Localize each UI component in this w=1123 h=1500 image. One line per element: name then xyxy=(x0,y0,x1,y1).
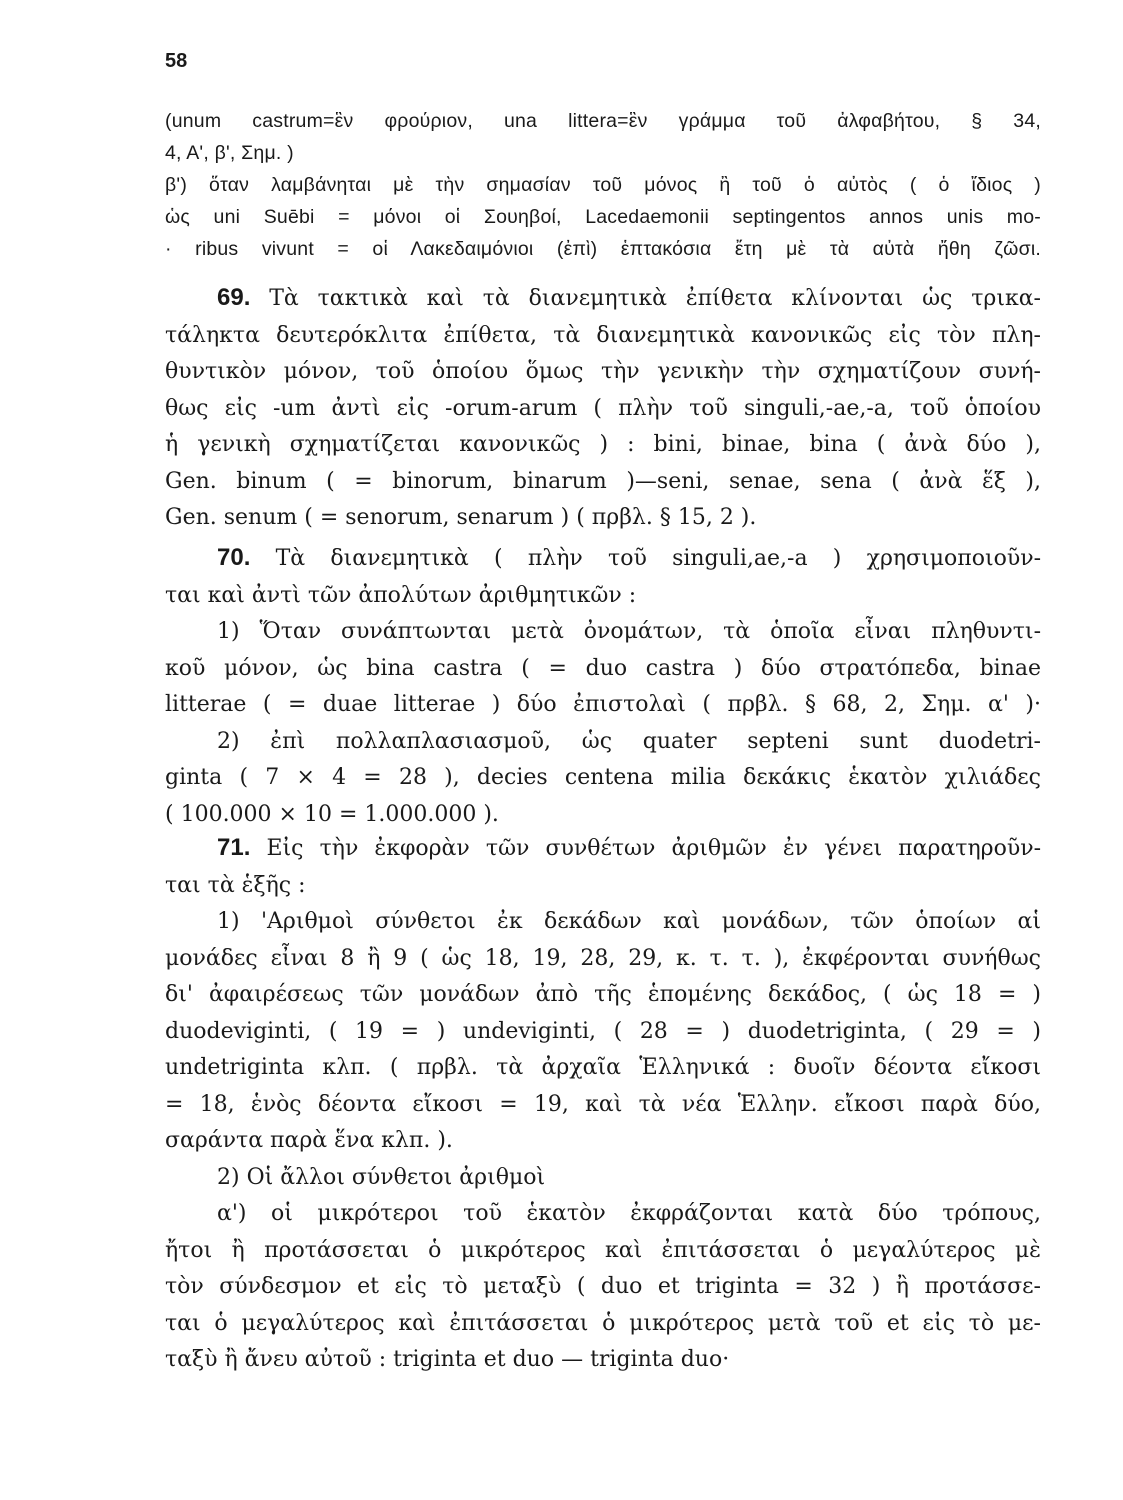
note-line: (unum castrum=ἓν φρούριον, una littera=ἓν γράμμα τοῦ ἀλφαβήτου, § 34, xyxy=(165,110,1041,132)
note-line: 4, Α', β', Σημ. ) xyxy=(165,142,294,164)
paragraph-line: σαράντα παρὰ ἕνα κλπ. ). xyxy=(165,1128,453,1153)
section-70 xyxy=(165,540,1041,833)
paragraph-line: ται ὁ μεγαλύτερος καὶ ἐπιτάσσεται ὁ μικρότερος μετὰ τοῦ et εἰς τὸ με- xyxy=(165,1310,1041,1336)
note-line: ὡς uni Suēbi = μόνοι οἱ Σουηβοί, Lacedaemonii septingentos annos unis mo- xyxy=(165,206,1041,228)
paragraph-line: 70. Τὰ διανεμητικὰ ( πλὴν τοῦ singuli,ae,-a ) χρησιμοποιοῦν- xyxy=(217,544,1042,571)
paragraph-line: τάληκτα δευτερόκλιτα ἐπίθετα, τὰ διανεμητικὰ κανονικῶς εἰς τὸν πλη- xyxy=(165,322,1041,348)
paragraph-line: undetriginta κλπ. ( πρβλ. τὰ ἀρχαῖα Ἑλληνικά : δυοῖν δέοντα εἴκοσι xyxy=(165,1055,1041,1080)
paragraph-line: 2) Οἱ ἄλλοι σύνθετοι ἀριθμοὶ xyxy=(217,1164,546,1190)
note-block xyxy=(165,105,1041,265)
paragraph-line: ἤτοι ἢ προτάσσεται ὁ μικρότερος καὶ ἐπιτάσσεται ὁ μεγαλύτερος μὲ xyxy=(165,1237,1041,1263)
paragraph-line: θως εἰς -um ἀντὶ εἰς -orum-arum ( πλὴν τοῦ singuli,-ae,-a, τοῦ ὁποίου xyxy=(165,395,1041,421)
section-71 xyxy=(165,830,1041,1379)
paragraph-line: μονάδες εἶναι 8 ἢ 9 ( ὡς 18, 19, 28, 29, κ. τ. τ. ), ἐκφέρονται συνήθως xyxy=(165,945,1041,971)
section-number: 69. xyxy=(217,284,251,311)
paragraph-line: = 18, ἑνὸς δέοντα εἴκοσι = 19, καὶ τὰ νέα Ἑλλην. εἴκοσι παρὰ δύο, xyxy=(165,1091,1041,1117)
paragraph-line: ( 100.000 × 10 = 1.000.000 ). xyxy=(165,801,499,827)
paragraph-line: 1) Ὅταν συνάπτωνται μετὰ ὀνομάτων, τὰ ὁποῖα εἶναι πληθυντι- xyxy=(217,619,1041,644)
paragraph-line: α') οἱ μικρότεροι τοῦ ἑκατὸν ἐκφράζονται κατὰ δύο τρόπους, xyxy=(217,1201,1041,1226)
paragraph-line: θυντικὸν μόνον, τοῦ ὁποίου ὅμως τὴν γενικὴν τὴν σχηματίζουν συνή- xyxy=(165,359,1041,384)
page-number: 58 xyxy=(165,50,188,72)
paragraph-line: Gen. binum ( = binorum, binarum )—seni, senae, sena ( ἀνὰ ἕξ ), xyxy=(165,468,1041,494)
section-number: 71. xyxy=(217,834,251,861)
paragraph-line: 1) 'Αριθμοὶ σύνθετοι ἐκ δεκάδων καὶ μονάδων, τῶν ὁποίων αἱ xyxy=(217,909,1041,934)
paragraph-line: 71. Εἰς τὴν ἐκφορὰν τῶν συνθέτων ἀριθμῶν ἐν γένει παρατηροῦν- xyxy=(217,834,1041,861)
paragraph-line: 69. Τὰ τακτικὰ καὶ τὰ διανεμητικὰ ἐπίθετα κλίνονται ὡς τρικα- xyxy=(217,284,1041,311)
section-69 xyxy=(165,280,1041,537)
paragraph-line: Gen. senum ( = senorum, senarum ) ( πρβλ. § 15, 2 ). xyxy=(165,505,757,530)
paragraph-line: κοῦ μόνον, ὡς bina castra ( = duo castra ) δύο στρατόπεδα, binae xyxy=(165,655,1041,681)
paragraph-line: ται καὶ ἀντὶ τῶν ἀπολύτων ἀριθμητικῶν : xyxy=(165,582,637,608)
paragraph-line: ginta ( 7 × 4 = 28 ), decies centena milia δεκάκις ἑκατὸν χιλιάδες xyxy=(165,765,1041,790)
note-line: · ribus vivunt = οἱ Λακεδαιμόνιοι (ἐπὶ) ἑπτακόσια ἔτη μὲ τὰ αὐτὰ ἤθη ζῶσι. xyxy=(165,238,1041,260)
paragraph-line: ἡ γενικὴ σχηματίζεται κανονικῶς ) : bini, binae, bina ( ἀνὰ δύο ), xyxy=(165,432,1041,457)
paragraph-line: duodeviginti, ( 19 = ) undeviginti, ( 28 = ) duodetriginta, ( 29 = ) xyxy=(165,1018,1041,1044)
paragraph-line: δι' ἀφαιρέσεως τῶν μονάδων ἀπὸ τῆς ἑπομένης δεκάδος, ( ὡς 18 = ) xyxy=(165,982,1041,1007)
paragraph-line: litterae ( = duae litterae ) δύο ἐπιστολαὶ ( πρβλ. § 68, 2, Σημ. α' )· xyxy=(165,692,1041,717)
paragraph-line: ται τὰ ἑξῆς : xyxy=(165,872,306,898)
paragraph-line: τὸν σύνδεσμον et εἰς τὸ μεταξὺ ( duo et triginta = 32 ) ἢ προτάσσε- xyxy=(165,1274,1041,1299)
note-line: β') ὅταν λαμβάνηται μὲ τὴν σημασίαν τοῦ μόνος ἢ τοῦ ὁ αὐτὸς ( ὁ ἴδιος ) xyxy=(165,174,1041,196)
paragraph-line: 2) ἐπὶ πολλαπλασιασμοῦ, ὡς quater septeni sunt duodetri- xyxy=(217,728,1041,754)
section-number: 70. xyxy=(217,544,251,571)
paragraph-line: ταξὺ ἢ ἄνευ αὐτοῦ : triginta et duo — triginta duo· xyxy=(165,1347,730,1372)
